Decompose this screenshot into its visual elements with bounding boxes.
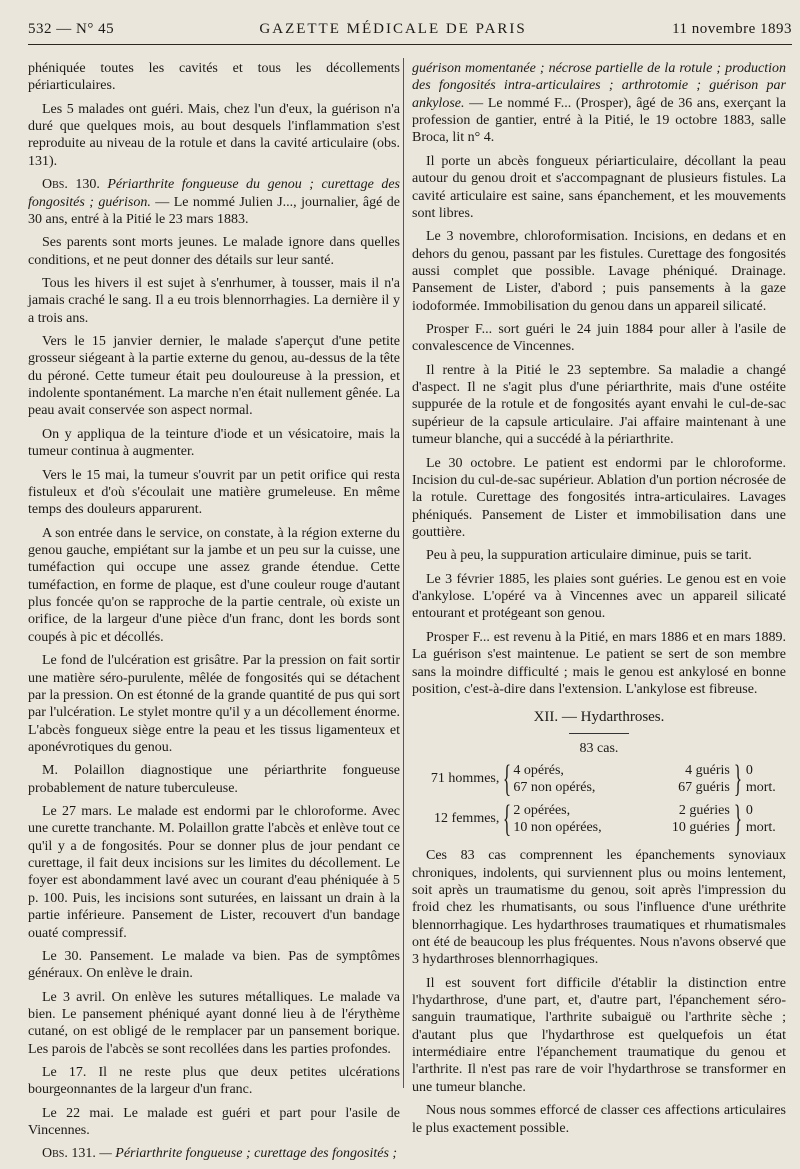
paragraph [412,571,786,623]
paragraph-text: Le 3 avril. On enlève les sutures métalliques. Le malade va bien. Le pansement phéniqué ayant donné lieu à de l'érythème cutané, on est obligé de le remplacer par un pansement borique. Les parois de l'abcès se sont recollées dans les parties profondes. [28,989,400,1057]
paragraph-text: Le fond de l'ulcération est grisâtre. Par la pression on fait sortir une matière séro-purulente, mêlée de fongosités qui se détachent par la pression. On est étonné de la grande quantité de pus qui sort par l'ulcération. Le stylet montre qu'il y a un décollement énorme. L'abcès fongueux siège entre la peau et les tissus ligamenteux et aponévrotiques du genou. [28,653,400,755]
stats-healed [652,762,729,797]
paragraph [28,467,400,519]
observation-heading [28,176,400,228]
paragraph [28,1105,400,1140]
paragraph [412,60,786,147]
stats-b: 10 non opérées, [513,820,602,836]
obs-title-text: — Périarthrite fongueuse ; curettage des fongosités ; [99,1146,398,1162]
stats-row [412,799,786,839]
column-divider [403,58,404,1088]
obs-label: Obs. 130. [42,177,100,193]
paragraph-text: Le 3 novembre, chloroformisation. Incisions, en dedans et en dehors du genou, passant par les fistules. Curettage des fongosités aussi complet que possible. Lavage phéniqué. Drainage. Pansement de Lister, d'abord ; puis pansements à la gaze iodoformée. Immobilisation du genou dans un appareil silicaté. [412,229,786,314]
paragraph-text: — Le nommé F... (Prosper), âgé de 36 ans, exerçant la profession de gantier, entré à la Pitié, le 19 octobre 1883, salle Broca, lit n° 4. [412,95,786,146]
paragraph [412,455,786,542]
paragraph-text: Vers le 15 janvier dernier, le malade s'aperçut d'une petite grosseur siégeant à la partie externe du genou, au-dessus de la tête du péroné. Cette tumeur était peu douloureuse à la pression, et indolente spontanément. La marche n'en était nullement gênée. La peau avait conservée son aspect normal. [28,334,400,419]
page-number: 532 — N° 45 [28,20,115,37]
section-rule [569,733,629,734]
stats-a: 2 opérées, [513,802,571,818]
brace: } [733,798,742,841]
paragraph-text: A son entrée dans le service, on constate, à la région externe du genou gauche, empiétant sur la jambe et un peu sur la cuisse, une tuméfaction qui occupe une assez grande étendue. Cette tuméfaction, en forme de plaque, est d'une couleur rouge d'autant plus foncée qu'on se rapproche de la partie centrale, où existe un orifice, de la largeur d'une pièce d'un franc, dont les bords sont coupés à pic et décollés. [28,525,400,645]
paragraph [28,1064,400,1099]
left-column [28,60,400,1169]
stats-c: 4 guéris [685,762,730,778]
paragraph-text: Prosper F... sort guéri le 24 juin 1884 pour aller à l'asile de convalescence de Vincennes. [412,322,786,355]
paragraph-text: phéniquée toutes les cavités et tous les décollements périarticulaires. [28,61,400,94]
paragraph [412,321,786,356]
paragraph [412,1102,786,1137]
stats-c: 2 guéries [678,802,730,818]
stats-group: 71 hommes, [430,771,500,787]
stats-b: 67 non opérés, [513,780,596,796]
paragraph [28,948,400,983]
paragraph-text: Ses parents sont morts jeunes. Le malade ignore dans quelles conditions, et ne peut donner des détails sur leur santé. [28,235,400,268]
header-rule [28,44,792,45]
paragraph [412,629,786,698]
paragraph [28,275,400,327]
paragraph-lead: guérison momentanée ; nécrose partielle de la rotule ; production des fongosités intra-articulaires ; arthrotomie ; guérison par ankylose. [412,61,786,111]
stats-row [412,759,786,799]
paragraph-text: Le 27 mars. Le malade est endormi par le chloroforme. Avec une curette tranchante. M. Polaillon gratte l'abcès et enlève tout ce qu'il y a de fongosités. Pour se donner plus de jour pendant ce curettage, il fait deux incisions sur les limites du décollement. Le foyer est abondamment lavé avec un courant d'eau phéniquée à 5 p. 100. Puis, les incisions sont suturées, en laissant un drain à la partie inférieure. Pansement de Lister, recouvert d'un bandage ouaté compressif. [28,804,400,941]
paragraph-text: M. Polaillon diagnostique une périarthrite fongueuse probablement de nature tuberculeuse. [28,763,400,796]
right-column-top [412,60,786,698]
stats-d: 67 guéris [678,780,730,796]
paragraph [412,975,786,1097]
paragraph-text: Il rentre à la Pitié le 23 septembre. Sa maladie a changé d'aspect. Il ne s'agit plus d'une périarthrite, mais d'une ostéite suppurée de la rotule et de fongosités ayant envahi le cul-de-sac supérieur de la capsule articulaire. J'ai affaire maintenant à une tumeur blanche, qui a succédé à la périarthrite. [412,362,786,448]
paragraph-text: Les 5 malades ont guéri. Mais, chez l'un d'eux, la guérison n'a duré que quelques mois, au bout desquels l'inflammation s'est reproduite au niveau de la rotule et dans la cavité articulaire (obs. 131). [28,101,400,169]
obs-body: — Le nommé Julien J..., journalier, âgé de 30 ans, entré à la Pitié le 23 mars 1883. [28,194,400,227]
paragraph-text: Vers le 15 mai, la tumeur s'ouvrit par un petit orifice qui resta fistuleux et d'où s'écoulait une matière grumeleuse. En même temps des douleurs apparurent. [28,467,400,518]
paragraph [28,652,400,756]
paragraph-text: Le 3 février 1885, les plaies sont guéries. Le genou est en voie d'ankylose. L'opéré va à Vincennes avec un appareil silicaté entourant et protégeant son genou. [412,571,786,622]
paragraph [28,426,400,461]
paragraph [28,101,400,170]
right-column-bottom [412,847,786,1137]
stats-operated [513,802,652,837]
paragraph-text: Le 30 octobre. Le patient est endormi par le chloroforme. Incision du cul-de-sac supérieur. Ablation d'un portion nécrosée de la rotule. Curettage des fongosités intra-articulaires. Lavages phéniqués. Pansement de Lister et immobilisation dans une gouttière. [412,455,786,540]
paragraph [412,228,786,315]
section-title: XII. — Hydarthroses. [533,709,665,726]
paragraph-text: Il porte un abcès fongueux périarticulaire, décollant la peau autour du genou droit et s'accompagnant de plusieurs fistules. La cavité articulaire est saine, sans épanchement, et les mouvements sont libres. [412,153,786,221]
stats-total: 83 cas. [579,740,619,756]
paragraph [28,803,400,942]
paragraph-text: Le 22 mai. Le malade est guéri et part pour l'asile de Vincennes. [28,1105,400,1139]
paragraph [28,989,400,1058]
stats-operated [513,762,652,797]
paragraph-text: Peu à peu, la suppuration articulaire diminue, puis se tarit. [426,548,752,564]
brace: } [733,758,742,801]
paragraph [28,60,400,95]
stats-a: 4 opérés, [513,762,564,778]
paragraph [28,762,400,797]
paragraph [28,234,400,269]
stats-healed [652,802,729,837]
paragraph-text: Ces 83 cas comprennent les épanchements synoviaux chroniques, indolents, qui surviennent plus ou moins lentement, soit après un traumatisme du genou, soit après l'impression du froid chez les rhumatisants, ou sous l'influence d'une uréthrite blennorrhagique. Les hydarthroses traumatiques et rhumatismales ont été de beaucoup les plus fréquentes. Nous n'avons observé que 3 hydarthroses blennorrhagiques. [412,848,786,968]
right-column [412,60,786,1143]
paragraph-text: Il est souvent fort difficile d'établir la distinction entre l'hydarthrose, d'une part, et, d'autre part, l'épanchement séro-sanguin traumatique, l'arthrite subaiguë ou l'arthrite sèche ; d'autant plus que l'hydarthrose est quelquefois un état intermédiaire entre l'épanchement traumatique du genou et l'arthrite. Il n'est pas rare de voir l'hydarthrose se transformer en une tumeur blanche. [412,975,786,1095]
paragraph-text: On y appliqua de la teinture d'iode et un vésicatoire, mais la tumeur continua à augmenter. [28,426,400,460]
issue-date: 11 novembre 1893 [672,20,792,37]
stats-group: 12 femmes, [434,811,500,827]
statistics-table [412,740,786,839]
paragraph [412,362,786,449]
brace: { [503,798,512,841]
brace: { [503,758,512,801]
paragraph-text: Le 17. Il ne reste plus que deux petites ulcérations bourgeonnantes de la largeur d'un franc. [28,1065,400,1098]
paragraph-text: Prosper F... est revenu à la Pitié, en mars 1886 et en mars 1889. La guérison s'est maintenue. Le patient se sert de son membre sans la moindre difficulté ; mais le genou est ankylosé en bonne position, c'est-à-dire dans l'extension. L'ankylose est fibreuse. [412,629,786,697]
obs-label: Obs. 131. [42,1146,96,1162]
page-header [28,18,792,40]
paragraph [412,547,786,564]
obs-title-text: Périarthrite fongueuse du genou ; curettage des fongosités ; guérison. [28,177,400,210]
observation-heading [28,1145,400,1162]
paragraph [28,525,400,647]
paragraph [412,153,786,222]
journal-title: GAZETTE MÉDICALE DE PARIS [259,20,527,37]
stats-d: 10 guéries [671,820,730,836]
paragraph-text: Tous les hivers il est sujet à s'enrhumer, à tousser, mais il n'a jamais craché le sang. Il a eu trois blennorrhagies. La dernière il y a trois ans. [28,275,400,326]
paragraph [28,333,400,420]
paragraph-text: Nous nous sommes efforcé de classer ces affections articulaires le plus exactement possible. [412,1103,786,1136]
stats-mort: 0 mort. [745,802,776,836]
paragraph-text: Le 30. Pansement. Le malade va bien. Pas de symptômes généraux. On enlève le drain. [28,948,400,982]
paragraph [412,847,786,969]
stats-mort: 0 mort. [745,762,776,796]
